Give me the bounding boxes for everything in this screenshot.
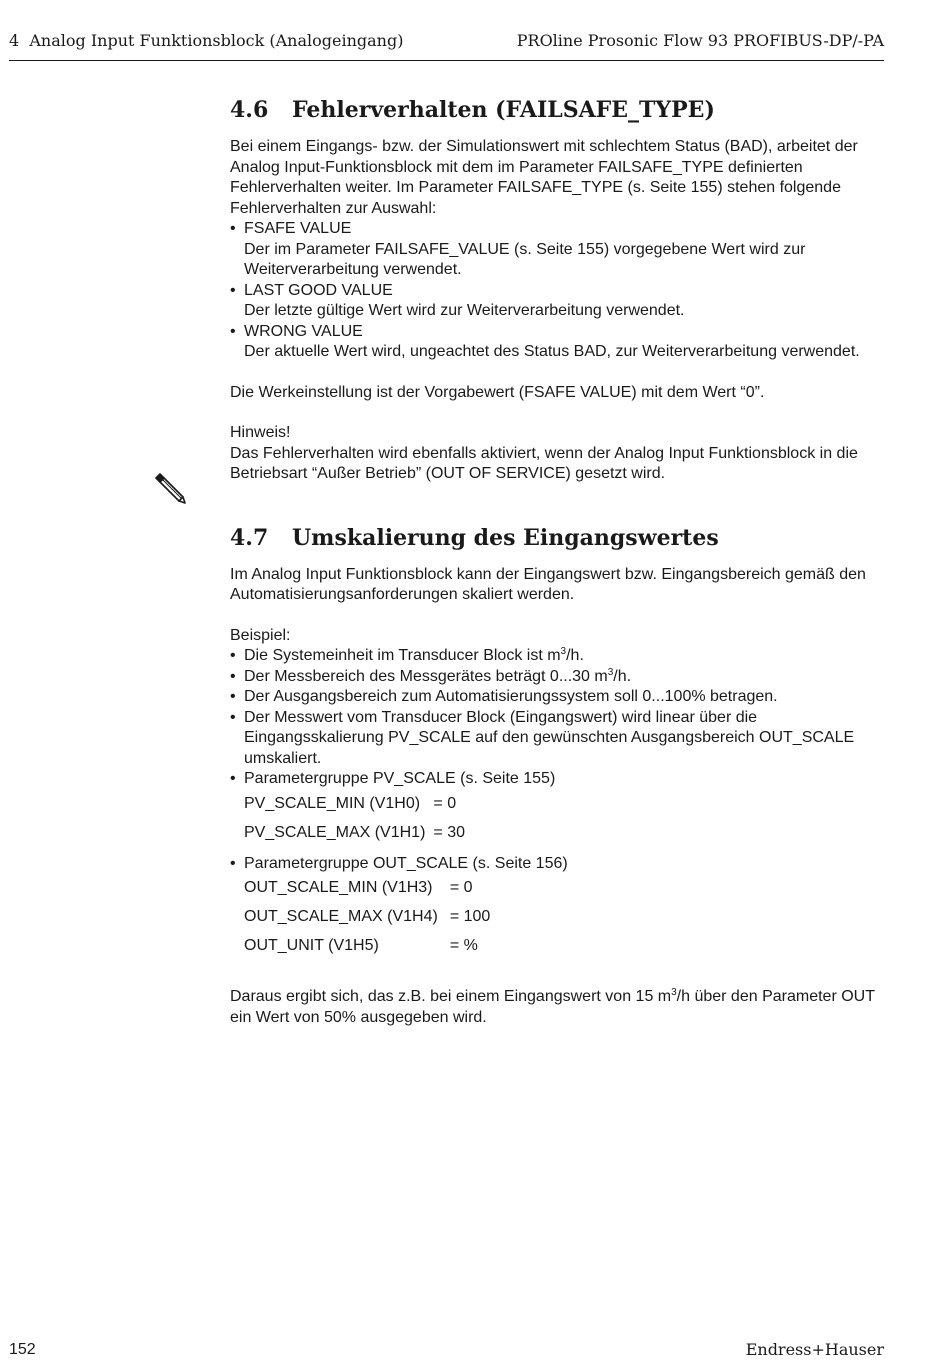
list-item xyxy=(230,322,884,363)
option-desc: Der letzte gültige Wert wird zur Weiterverarbeitung verwendet. xyxy=(244,302,685,319)
brand-logo: Endress+Hauser xyxy=(745,1340,884,1359)
list-item xyxy=(230,281,884,322)
list-item: • Parametergruppe PV_SCALE (s. Seite 155) xyxy=(230,769,884,790)
note-block xyxy=(230,423,884,485)
text-part: Die Systemeinheit im Transducer Block ist m xyxy=(244,647,561,664)
option-desc: Der aktuelle Wert wird, ungeachtet des Status BAD, zur Weiterverarbeitung verwendet. xyxy=(244,343,860,360)
list-item: • Der Ausgangsbereich zum Automatisierungssystem soll 0...100% betragen. xyxy=(230,687,884,708)
list-item: • Parametergruppe OUT_SCALE (s. Seite 156) xyxy=(230,854,884,875)
list-item xyxy=(230,667,884,688)
section-number: 4.6 xyxy=(230,97,269,123)
section-4-6-heading xyxy=(230,95,884,125)
default-setting-text: Die Werkeinstellung ist der Vorgabewert (FSAFE VALUE) mit dem Wert “0”. xyxy=(230,383,765,401)
scaling-intro: Im Analog Input Funktionsblock kann der Eingangswert bzw. Eingangsbereich gemäß den Automatisierungsanforderungen skaliert werden. xyxy=(230,565,866,603)
text-part: Daraus ergibt sich, das z.B. bei einem Eingangswert von 15 m xyxy=(230,988,672,1005)
text-part: /h. xyxy=(566,647,584,664)
table-row xyxy=(244,819,465,848)
option-name: • LAST GOOD VALUE xyxy=(244,281,393,299)
table-row xyxy=(244,874,490,903)
superscript: 3 xyxy=(671,987,677,998)
header-chapter: 4 Analog Input Funktionsblock (Analogeingang) xyxy=(9,31,404,50)
param-name: OUT_SCALE_MAX (V1H4) xyxy=(244,908,438,926)
note-title: Hinweis! xyxy=(230,424,291,441)
option-name: • WRONG VALUE xyxy=(244,322,363,340)
section-4-7-heading xyxy=(230,523,884,553)
param-name: PV_SCALE_MAX (V1H1) xyxy=(244,823,426,841)
superscript: 3 xyxy=(560,646,567,657)
text-part: /h. xyxy=(613,667,632,685)
param-name: OUT_UNIT (V1H5) xyxy=(244,937,379,955)
pencil-icon xyxy=(152,470,188,506)
param-value: = % xyxy=(449,937,478,955)
text-part: Der Messbereich des Messgerätes beträgt 0...30 m xyxy=(244,667,608,685)
param-value: = 0 xyxy=(433,794,457,812)
note-text: Das Fehlerverhalten wird ebenfalls aktiviert, wenn der Analog Input Funktionsblock in die Betriebsart “Außer Betrieb” (OUT OF SERVICE) gesetzt wird. xyxy=(230,444,858,482)
param-value: = 30 xyxy=(433,823,465,841)
result-text xyxy=(230,987,884,1028)
param-value: = 100 xyxy=(449,908,491,926)
table-row xyxy=(244,790,465,819)
example-list xyxy=(230,646,884,769)
option-desc: Der im Parameter FAILSAFE_VALUE (s. Seite 155) vorgegebene Wert wird zur Weiterverarbeitung verwendet. xyxy=(244,240,806,278)
page-number: 152 xyxy=(9,1341,36,1358)
pv-scale-group xyxy=(230,769,884,790)
param-name: OUT_SCALE_MIN (V1H3) xyxy=(244,879,433,897)
table-row xyxy=(244,932,490,961)
header-product: PROline Prosonic Flow 93 PROFIBUS-DP/-PA xyxy=(516,31,884,50)
out-scale-group xyxy=(230,854,884,875)
param-name: PV_SCALE_MIN (V1H0) xyxy=(244,794,421,812)
page-header xyxy=(9,31,884,50)
option-name: • FSAFE VALUE xyxy=(244,220,352,237)
list-item xyxy=(230,219,884,281)
pv-scale-table xyxy=(244,790,465,848)
superscript: 3 xyxy=(607,666,614,678)
section-number: 4.7 xyxy=(230,524,269,551)
failsafe-intro: Bei einem Eingangs- bzw. der Simulationswert mit schlechtem Status (BAD), arbeitet der Analog Input-Funktionsblock mit dem im Parameter FAILSAFE_TYPE definierten Fehlerverhalten weiter. Im Parameter FAILSAFE_TYPE (s. Seite 155) stehen folgende Fehlerverhalten zur Auswahl: xyxy=(230,138,858,217)
out-scale-table xyxy=(244,874,490,961)
text-part: /h über den Parameter OUT ein Wert von 50% ausgegeben wird. xyxy=(230,988,875,1026)
list-item xyxy=(230,646,884,667)
header-divider xyxy=(9,60,884,61)
section-title: Fehlerverhalten (FAILSAFE_TYPE) xyxy=(292,97,715,123)
main-content xyxy=(230,95,884,1028)
example-label: Beispiel: xyxy=(230,626,291,644)
failsafe-options-list xyxy=(230,219,884,363)
param-value: = 0 xyxy=(449,879,473,897)
section-title: Umskalierung des Eingangswertes xyxy=(292,524,719,551)
list-item: • Der Messwert vom Transducer Block (Eingangswert) wird linear über die Eingangsskalierung PV_SCALE auf den gewünschten Ausgangsbereich OUT_SCALE umskaliert. xyxy=(230,708,884,770)
table-row xyxy=(244,903,490,932)
